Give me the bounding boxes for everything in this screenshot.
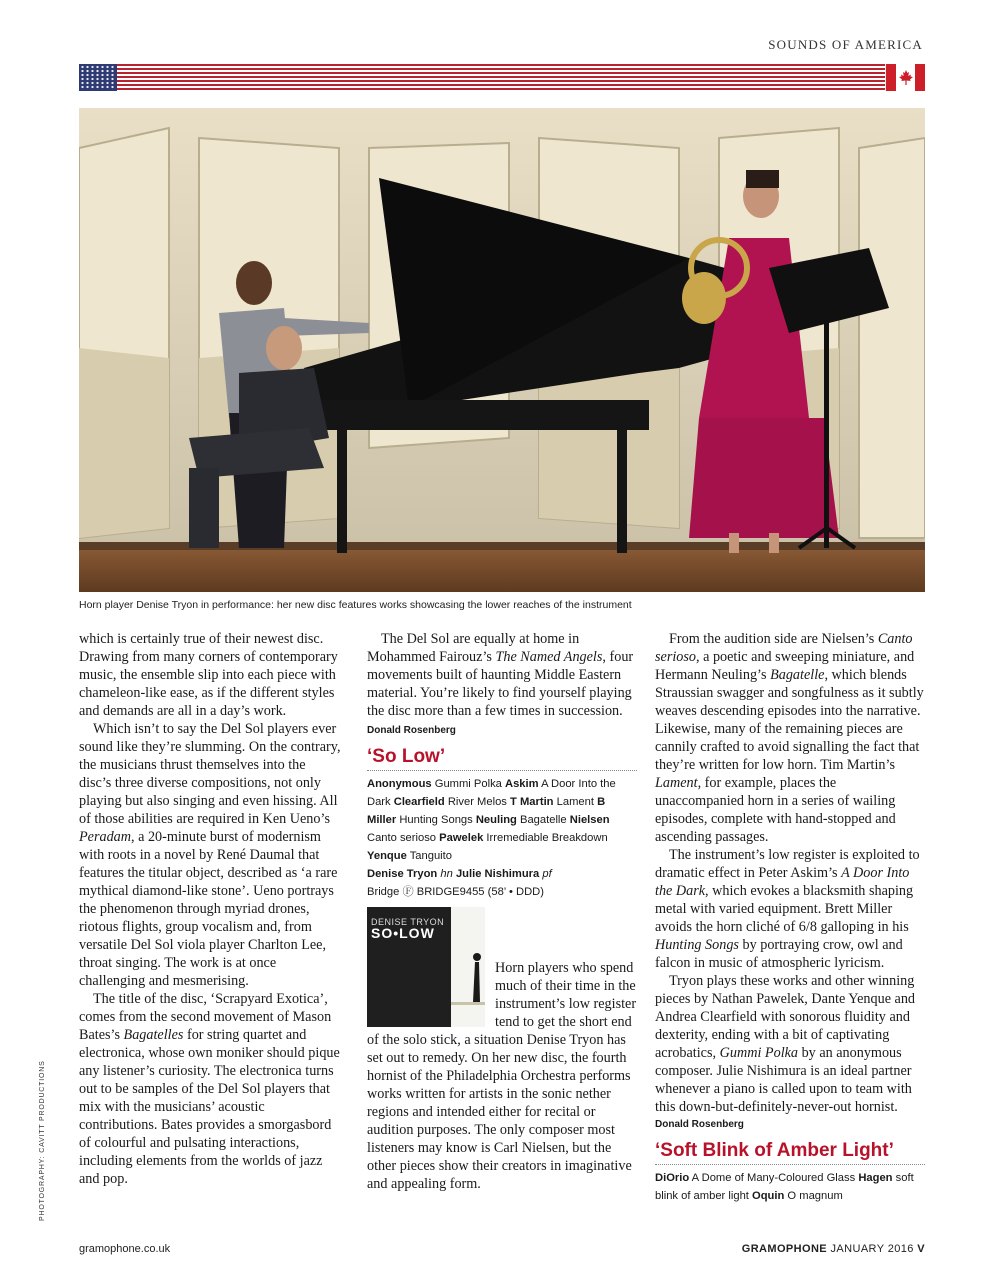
cover-artist: DENISE TRYON [371,917,445,927]
label-info: Bridge Ⓕ BRIDGE9455 (58’ • DDD) [367,886,544,898]
paragraph: which is certainly true of their newest disc. Drawing from many corners of contemporary music, the ensemble slip into each piece with chameleon-like ease, as if the different styles and demands are all in a day’s work. [79,631,338,719]
byline: Donald Rosenberg [367,725,456,736]
works-list: DiOrio A Dome of Many-Coloured Glass Hagen soft blink of amber light Oquin O magnum [655,1172,914,1202]
review-title-so-low: ‘So Low’ [367,746,637,771]
paragraph: The title of the disc, ‘Scrapyard Exotica’, comes from the second movement of Mason Bates’s Bagatelles for string quartet and electronica, whose own moniker should pique any listener’s curiosity. The electronica turns out to be samples of the Del Sol players that mix with the musicians’ acoustic contributions. Bates provides a smorgasbord of colourful and pulsating interactions, including elements from the worlds of jazz and pop. [79,991,340,1187]
works-list: Anonymous Gummi Polka Askim A Door Into the Dark Clearfield River Melos T Martin Lament B Miller Hunting Songs Neuling Bagatelle Nielsen Canto serioso Pawelek Irremediable Breakdown Yenque Tanguito [367,778,616,862]
article-column-2 [367,630,637,1193]
stripes-divider [117,64,885,91]
footer-site: gramophone.co.uk [79,1243,171,1255]
paragraph: Tryon plays these works and other winning pieces by Nathan Pawelek, Dante Yenque and Andrea Clearfield with sonorous fluidity and dexterity, ending with a bit of captivating acrobatics, Gummi Polka by an anonymous composer. Julie Nishimura is an ideal partner whenever a piano is called upon to team with this down-but-definitely-never-out hornist. [655,973,916,1115]
byline: Donald Rosenberg [655,1119,744,1130]
us-flag-icon [79,64,117,91]
performers: Denise Tryon hn Julie Nishimura pf [367,868,552,880]
paragraph: Horn players who spend much of their time in the instrument’s low register tend to get the short end of the solo stick, a situation Denise Tryon has set out to remedy. On her new disc, the fourth hornist of the Philadelphia Orchestra performs works written for artists in the sonic nether regions and intended either for recital or audition purposes. The only composer most listeners may know is Carl Nielsen, but the other pieces show their creators in imaginative and appealing form. [367,960,637,1192]
paragraph: The Del Sol are equally at home in Mohammed Fairouz’s The Named Angels, four movements built of haunting Middle Eastern material. You’re likely to find yourself playing the disc more than a few times in succession. Donald Rosenberg [367,631,634,736]
canada-flag-icon [885,64,925,91]
paragraph: The instrument’s low register is exploited to dramatic effect in Peter Askim’s A Door Into the Dark, which evokes a blacksmith shaping metal with varied equipment. Brett Miller avoids the horn cliché of 6/8 galloping in his Hunting Songs by portraying crow, owl and falcon in music of atmospheric lyricism. [655,847,920,971]
cover-title: SO•LOW [371,925,435,941]
performance-photo [79,108,925,592]
paragraph: Which isn’t to say the Del Sol players ever sound like they’re slumming. On the contrary, the musicians thrust themselves into the disc’s three diverse compositions, not only playing but also singing and even hissing. All of those abilities are required in Ken Ueno’s Peradam, a 20-minute burst of modernism with roots in a novel by René Daumal that features the titular object, described as ‘a rare mythical diamond-like stone’. Ueno portrays the phenomenon through myriad drones, riotous flights, group vocalism and, from versatile Del Sol viola player Charlton Lee, throat singing. The work is at once challenging and mesmerising. [79,721,341,989]
photo-credit: PHOTOGRAPHY: CAVITT PRODUCTIONS [39,1060,46,1221]
article-column-1 [79,630,341,1188]
article-column-3 [655,630,925,1205]
photo-caption: Horn player Denise Tryon in performance: her new disc features works showcasing the lower reaches of the instrument [79,599,632,611]
footer-issue: GRAMOPHONE JANUARY 2016 V [741,1243,925,1255]
flag-banner [79,64,925,91]
section-title: SOUNDS OF AMERICA [768,37,923,52]
paragraph: From the audition side are Nielsen’s Canto serioso, a poetic and sweeping miniature, and Hermann Neuling’s Bagatelle, which blends Straussian swagger and songfulness as it subtly weaves descending episodes into the narrative. Likewise, many of the remaining pieces are cannily crafted to avoid signalling the fact that they’re written for low horn. Tim Martin’s Lament, for example, places the unaccompanied horn in a series of wailing episodes, complete with hand-stopped and ascending passages. [655,631,924,845]
review-title-soft-blink: ‘Soft Blink of Amber Light’ [655,1140,925,1165]
album-cover [367,907,485,1027]
